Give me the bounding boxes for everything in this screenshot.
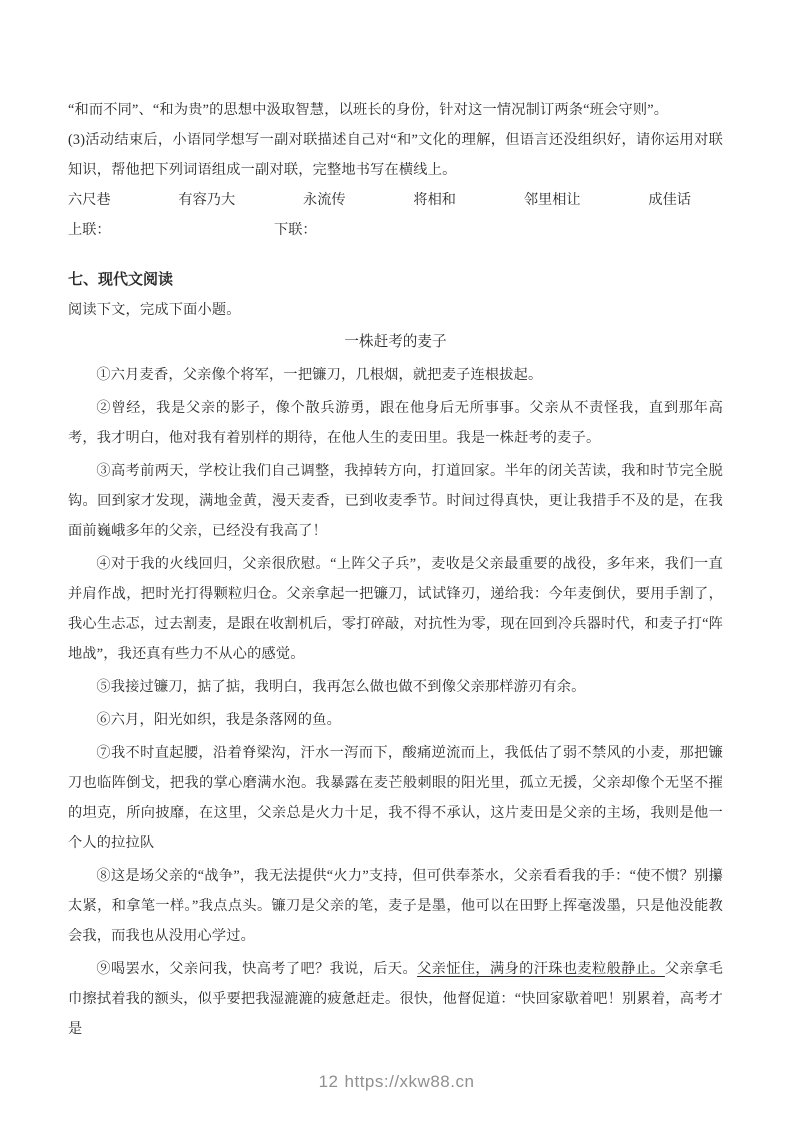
- essay-paragraph-4: ④对于我的火线回归，父亲很欣慰。“上阵父子兵”，麦收是父亲最重要的战役，多年来，我们一直并肩作战，把时光打得颗粒归仓。父亲拿起一把镰刀，试试锋刃，递给我：今年麦倒伏，要用手割了，我心生忐忑，过去割麦，是跟在收割机后，零打碎敲，对抗性为零，现在回到冷兵器时代，和麦子打“阵地战”，我还真有些力不从心的感觉。: [68, 556, 723, 662]
- word-item: 邻里相让: [523, 192, 581, 208]
- essay-paragraph-9: [68, 954, 723, 1044]
- upper-couplet-label: 上联：: [68, 222, 111, 238]
- page-number: 12: [318, 1072, 339, 1091]
- lower-couplet-label: 下联：: [274, 222, 317, 238]
- essay-paragraph-8: ⑧这是场父亲的“战争”，我无法提供“火力”支持，但可供奉茶水，父亲看看我的手：“使不惯？别攥太紧，和拿笔一样。”我点点头。镰刀是父亲的笔，麦子是墨，他可以在田野上挥毫泼墨，只是他没能教会我，而我也从没用心学过。: [68, 868, 723, 944]
- modern-reading-section: [68, 265, 723, 1044]
- paragraph-9-tail: 父亲拿毛巾擦拭着我的额头，似乎要把我湿漉漉的疲惫赶走。很快，他督促道：“快回家歇着吧！别累着，高考才是: [68, 961, 723, 1037]
- section-heading: 七、现代文阅读: [68, 272, 174, 288]
- underlined-sentence: 父亲怔住，满身的汗珠也麦粒般静止。: [417, 961, 665, 977]
- word-bank: [68, 185, 723, 215]
- word-item: 将相和: [413, 192, 456, 208]
- essay-paragraph-1: ①六月麦香，父亲像个将军，一把镰刀，几根烟，就把麦子连根拔起。: [96, 367, 543, 383]
- essay-paragraph-6: ⑥六月，阳光如织，我是条落网的鱼。: [96, 712, 341, 728]
- essay-paragraph-5: ⑤我接过镰刀，掂了掂，我明白，我再怎么做也做不到像父亲那样游刃有余。: [96, 679, 586, 695]
- reading-instruction: 阅读下文，完成下面小题。: [68, 302, 241, 318]
- carryover-line: “和而不同”、“和为贵”的思想中汲取智慧，以班长的身份，针对这一情况制订两条“班会守则”。: [68, 102, 669, 118]
- essay-title: 一株赶考的麦子: [344, 334, 447, 350]
- question-3-text: (3)活动结束后，小语同学想写一副对联描述自己对“和”文化的理解，但语言还没组织好，请你运用对联知识，帮他把下列词语组成一副对联，完整地书写在横线上。: [68, 132, 723, 178]
- essay: [68, 327, 723, 1044]
- couplet-answer-line: [68, 215, 723, 245]
- footer-url: https://xkw88.cn: [344, 1072, 475, 1091]
- paragraph-9-lead: ⑨喝罢水，父亲问我，快高考了吧？我说，后天。: [96, 961, 418, 977]
- page-footer: [0, 1072, 793, 1092]
- word-item: 有容乃大: [178, 192, 236, 208]
- couplet-question-section: [68, 95, 723, 245]
- essay-paragraph-7: ⑦我不时直起腰，沿着脊梁沟，汗水一泻而下，酸痛逆流而上，我低估了弱不禁风的小麦，那把镰刀也临阵倒戈，把我的掌心磨满水泡。我暴露在麦芒般刺眼的阳光里，孤立无援，父亲却像个无坚不摧的坦克，所向披靡，在这里，父亲总是火力十足，我不得不承认，这片麦田是父亲的主场，我则是他一个人的拉拉队: [68, 745, 723, 851]
- essay-paragraph-2: ②曾经，我是父亲的影子，像个散兵游勇，跟在他身后无所事事。父亲从不责怪我，直到那年高考，我才明白，他对我有着别样的期待，在他人生的麦田里。我是一株赶考的麦子。: [68, 400, 723, 446]
- word-item: 六尺巷: [68, 192, 111, 208]
- word-item: 成佳话: [648, 192, 691, 208]
- word-item: 永流传: [303, 192, 346, 208]
- essay-paragraph-3: ③高考前两天，学校让我们自己调整，我掉转方向，打道回家。半年的闭关苦读，我和时节完全脱钩。回到家才发现，满地金黄，漫天麦香，已到收麦季节。时间过得真快，更让我措手不及的是，在我面前巍峨多年的父亲，已经没有我高了！: [68, 463, 723, 539]
